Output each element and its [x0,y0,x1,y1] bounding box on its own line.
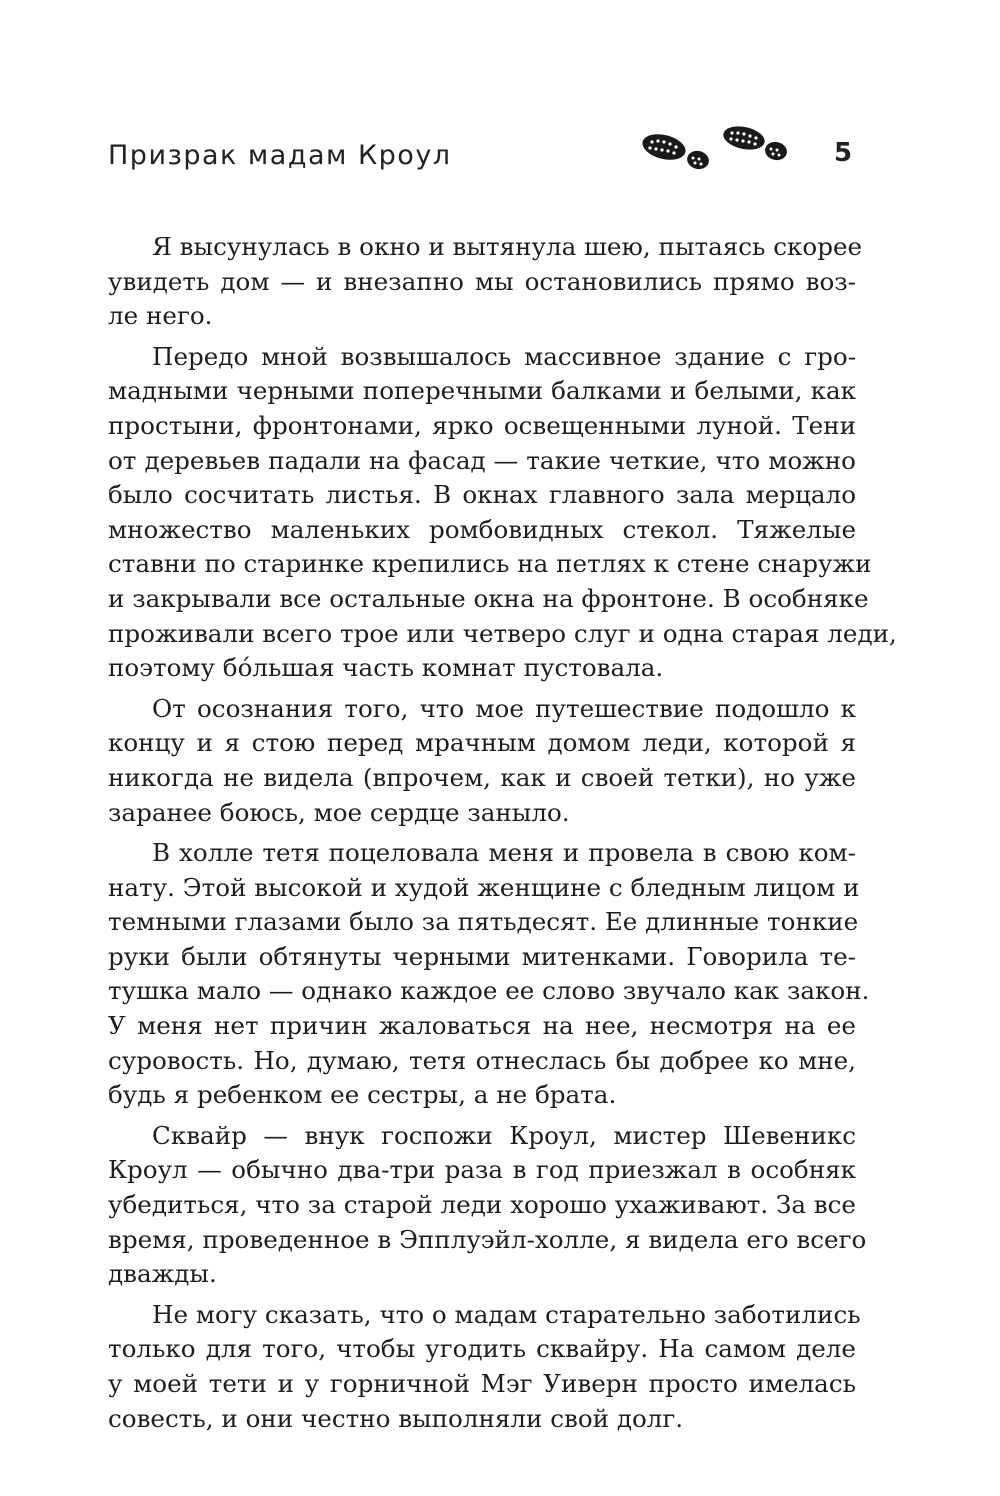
body-text [108,230,897,1442]
text-line: От осознания того, что мое путешествие подошло к [152,693,856,723]
text-line: у моей тети и у горничной Мэг Уиверн просто имелась [108,1369,856,1398]
text-line: простыни, фронтонами, ярко освещенными луной. Тени [108,410,856,440]
text-line: Кроул — обычно два-три раза в год приезжал в особняк [108,1155,856,1185]
text-line: дважды. [108,1259,217,1289]
text-line: было сосчитать листья. В окнах главного зала мерцало [108,480,856,510]
text-line: концу и я стою перед мрачным домом леди, которой я [108,728,856,758]
text-line: время, проведенное в Эпплуэйл-холле, я видела его всего [108,1224,867,1254]
paragraph [108,692,856,830]
paragraph [108,1119,867,1292]
text-line: и закрывали все остальные окна на фронтоне. В особняке [108,583,869,613]
text-line: будь я ребенком ее сестры, а не брата. [108,1080,617,1110]
text-line: совесть, и они честно выполняли свой долг. [108,1403,684,1433]
text-line: Я высунулась в окно и вытянула шею, пытаясь скорее [152,232,863,261]
text-line: проживали всего трое или четверо слуг и одна старая леди, [108,618,897,648]
text-line: Не могу сказать, что о мадам старательно заботились [152,1299,861,1329]
text-line: руки были обтянуты черными митенками. Говорила те- [108,941,856,971]
text-line: ставни по старинке крепились на петлях к стене снаружи [108,549,872,579]
text-line: никогда не видела (впрочем, как и своей тетки), но уже [108,762,856,792]
text-line: увидеть дом — и внезапно мы остановились прямо воз- [108,266,856,296]
text-line: мадными черными поперечными балками и белыми, как [108,376,856,406]
paragraph [108,1298,861,1436]
paragraph [108,340,897,686]
text-line: У меня нет причин жаловаться на нее, несмотря на ее [108,1011,856,1041]
text-line: тушка мало — однако каждое ее слово звучало как закон. [108,976,870,1006]
text-line: множество маленьких ромбовидных стекол. Тяжелые [108,514,856,544]
text-line: темными глазами было за пятьдесят. Ее длинные тонкие [108,907,859,937]
text-line: убедиться, что за старой леди хорошо ухаживают. За все [108,1190,856,1220]
text-line: от деревьев падали на фасад — такие четкие, что можно [108,445,856,475]
footprints-icon [636,120,796,180]
text-line: нату. Этой высокой и худой женщине с бледным лицом и [108,872,860,902]
text-line: В холле тетя поцеловала меня и провела в свою ком- [152,838,856,868]
text-line: поэтому бóльшая часть комнат пустовала. [108,653,664,683]
text-line: Сквайр — внук госпожи Кроул, мистер Шевеникс [152,1120,856,1150]
left-footprint [640,130,711,171]
text-line: Передо мной возвышалось массивное здание с гро- [152,341,856,371]
text-line: заранее боюсь, мое сердце заныло. [108,797,570,827]
running-title: Призрак мадам Кроул [108,140,452,171]
paragraph [108,230,863,334]
text-line: только для того, чтобы угодить сквайру. На самом деле [108,1334,856,1364]
text-line: суровость. Но, думаю, тетя отнеслась бы добрее ко мне, [108,1045,856,1075]
paragraph [108,836,870,1113]
page-number: 5 [834,138,853,168]
right-footprint [721,123,788,162]
text-line: ле него. [108,301,213,331]
